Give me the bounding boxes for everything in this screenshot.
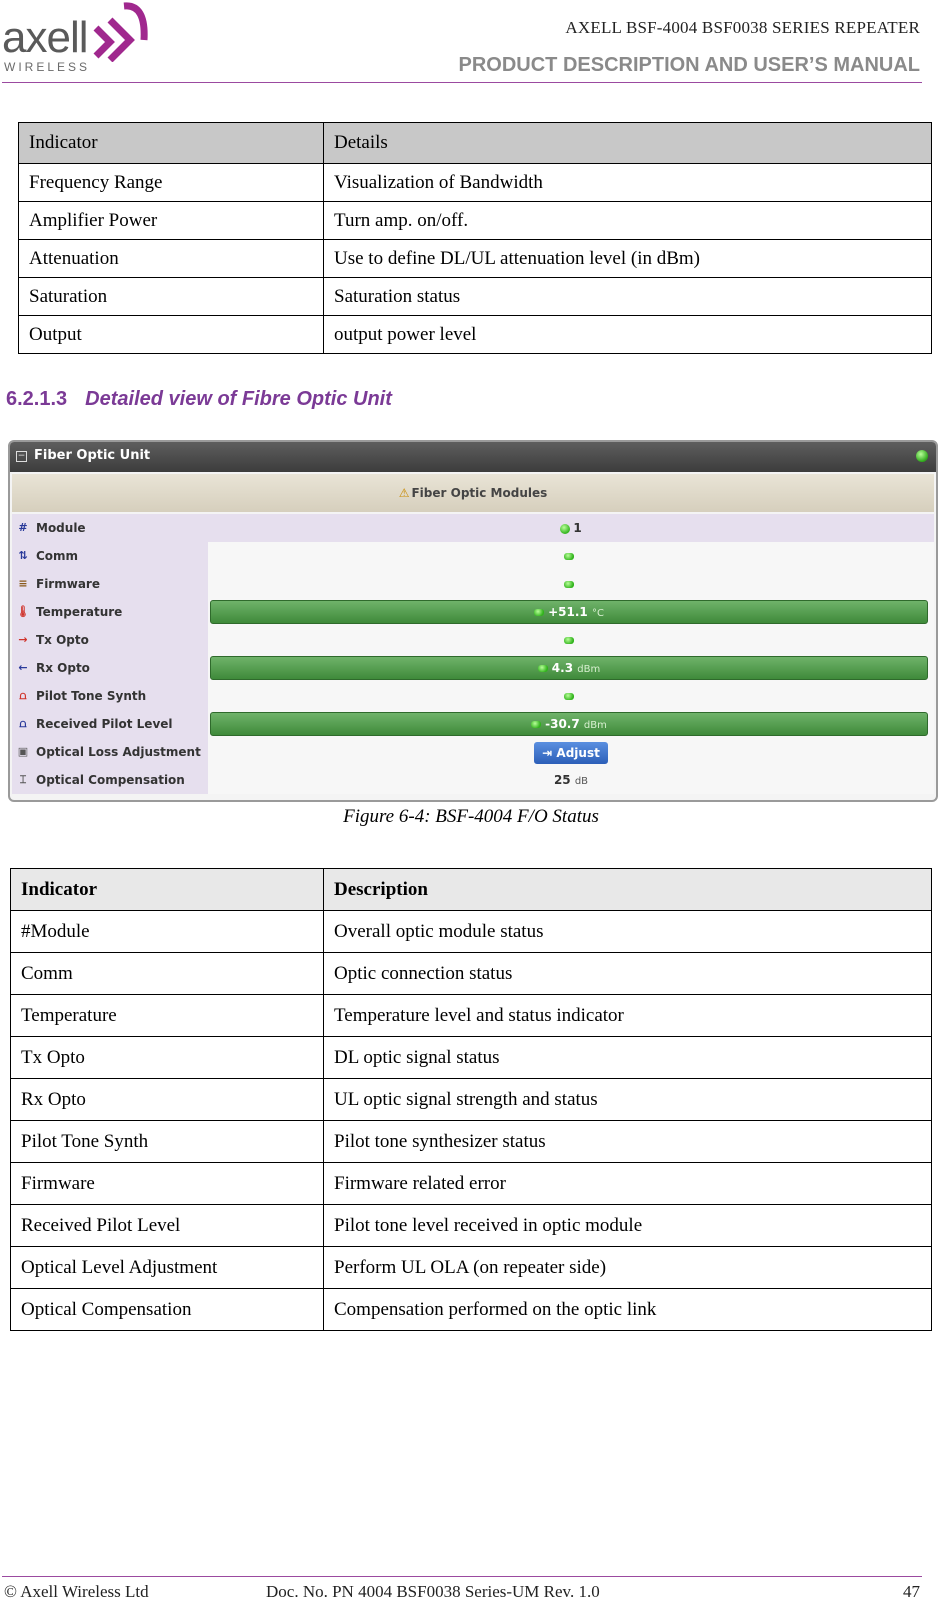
value-unit: dBm [583,720,607,731]
panel-row-pilot-tone-synth [12,682,934,710]
table-cell: Saturation [19,278,324,316]
table-cell: Pilot Tone Synth [11,1121,324,1163]
table-cell: Firmware related error [324,1163,932,1205]
table-cell: Output [19,316,324,354]
rx-arrow-icon: ← [18,661,28,674]
status-led-icon [916,450,928,462]
table-header-row [11,869,932,911]
table-header-row [19,123,932,164]
adjust-icon: ▣ [17,745,29,758]
table-cell: Optical Level Adjustment [11,1247,324,1289]
row-value [208,738,934,766]
document-title: AXELL BSF-4004 BSF0038 SERIES REPEATER [565,18,920,37]
table-cell: Perform UL OLA (on repeater side) [324,1247,932,1289]
figure-caption: Figure 6-4: BSF-4004 F/O Status [343,806,599,827]
logo-chevron-icon [90,0,150,62]
value-unit: °C [591,608,604,619]
value-unit: dBm [577,664,601,675]
table-row [11,1121,932,1163]
table-row [11,1037,932,1079]
logo-word: axell [2,13,88,62]
fiber-optic-unit-panel [8,440,938,802]
table-cell: Amplifier Power [19,202,324,240]
footer-doc-number: Doc. No. PN 4004 BSF0038 Series-UM Rev. 1.0 [266,1582,600,1601]
table-row [11,911,932,953]
section-title: Detailed view of Fibre Optic Unit [85,388,392,410]
row-value [208,514,934,542]
table-cell: #Module [11,911,324,953]
table-cell: Received Pilot Level [11,1205,324,1247]
table-row [19,240,932,278]
row-value [208,710,934,738]
table-cell: Frequency Range [19,164,324,202]
panel-row-module [12,514,934,542]
compensation-icon: ⌶ [19,773,27,786]
row-label [12,766,208,794]
row-label [12,514,208,542]
warning-icon: ⚠ [398,486,410,500]
header-divider [2,82,922,83]
panel-row-tx-opto [12,626,934,654]
row-value [208,654,934,682]
table-cell: Saturation status [324,278,932,316]
label-text: Tx Opto [36,633,89,647]
row-label [12,626,208,654]
panel-row-comm [12,542,934,570]
table-cell: Pilot tone level received in optic module [324,1205,932,1247]
panel-row-rx-opto [12,654,934,682]
panel-row-optical-loss-adjustment [12,738,934,766]
table-row [19,316,932,354]
green-status-icon [564,553,574,560]
adjust-button-label: Adjust [556,745,600,760]
panel-row-received-pilot-level [12,710,934,738]
table-row [11,995,932,1037]
label-text: Rx Opto [36,661,90,675]
value-text: 25 [553,773,571,787]
table-cell: Rx Opto [11,1079,324,1121]
table-cell: Attenuation [19,240,324,278]
green-status-icon [564,581,574,588]
table-row [19,202,932,240]
header-cell: Indicator [19,123,324,164]
footer-divider [2,1576,922,1577]
table-cell: Compensation performed on the optic link [324,1289,932,1331]
row-value [208,570,934,598]
pilot-tone-icon: ⩍ [19,689,27,702]
indicator-details-table [18,122,932,354]
value-text: 4.3 [551,661,574,675]
table-cell: Pilot tone synthesizer status [324,1121,932,1163]
table-cell: Optical Compensation [11,1289,324,1331]
collapse-icon[interactable]: − [17,451,26,461]
footer-copyright: © Axell Wireless Ltd [4,1582,149,1601]
comm-icon: ⇅ [18,549,28,562]
label-text: Optical Compensation [36,773,185,787]
value-text: 1 [573,521,582,535]
label-text: Comm [36,549,79,563]
table-cell: Visualization of Bandwidth [324,164,932,202]
green-status-icon [560,524,570,534]
row-label [12,682,208,710]
table-cell: output power level [324,316,932,354]
thermometer-icon: 🌡 [16,605,30,618]
label-text: Received Pilot Level [36,717,173,731]
table-cell: DL optic signal status [324,1037,932,1079]
modules-header [12,474,934,512]
hash-icon: # [18,521,28,534]
row-value [208,626,934,654]
temperature-bar [210,600,928,624]
table-row [11,953,932,995]
label-text: Temperature [36,605,123,619]
table-cell: Tx Opto [11,1037,324,1079]
table-cell: Temperature [11,995,324,1037]
header-cell: Indicator [11,869,324,911]
table-row [11,1289,932,1331]
row-label [12,710,208,738]
panel-row-firmware [12,570,934,598]
label-text: Firmware [36,577,100,591]
green-status-icon [564,693,574,700]
row-value [208,598,934,626]
row-value [208,766,934,794]
table-row [11,1205,932,1247]
panel-row-optical-compensation [12,766,934,794]
label-text: Pilot Tone Synth [36,689,147,703]
label-text: Optical Loss Adjustment [36,745,201,759]
adjust-button[interactable]: ⇥ Adjust [534,742,608,764]
label-text: Module [36,521,86,535]
table-cell: Firmware [11,1163,324,1205]
table-cell: Overall optic module status [324,911,932,953]
green-status-icon [564,637,574,644]
panel-title-bar [10,442,936,472]
tx-arrow-icon: → [18,633,28,646]
row-label [12,654,208,682]
header-cell: Description [324,869,932,911]
table-cell: Optic connection status [324,953,932,995]
section-heading [6,388,392,411]
table-cell: Temperature level and status indicator [324,995,932,1037]
pilot-level-icon: ⩍ [19,717,27,730]
green-status-icon [534,609,544,616]
row-label [12,598,208,626]
table-cell: Comm [11,953,324,995]
section-number: 6.2.1.3 [6,388,68,410]
green-status-icon [538,665,548,672]
table-cell: Use to define DL/UL attenuation level (in dBm) [324,240,932,278]
table-row [11,1163,932,1205]
firmware-icon: ≡ [18,577,28,590]
table-cell: UL optic signal strength and status [324,1079,932,1121]
axell-logo [2,0,152,78]
document-subtitle: PRODUCT DESCRIPTION AND USER’S MANUAL [458,54,920,76]
panel-title: Fiber Optic Unit [34,448,151,463]
value-unit: dB [574,776,589,787]
table-row [11,1079,932,1121]
row-value [208,682,934,710]
page-number: 47 [903,1582,920,1601]
value-text: -30.7 [545,717,580,731]
logo-sub: WIRELESS [4,60,91,74]
rx-level-bar [210,656,928,680]
table-row [11,1247,932,1289]
row-label [12,738,208,766]
pilot-level-bar [210,712,928,736]
table-row [19,164,932,202]
indicator-description-table [10,868,932,1331]
row-label [12,542,208,570]
modules-label: Fiber Optic Modules [411,486,548,500]
panel-row-temperature [12,598,934,626]
table-cell: Turn amp. on/off. [324,202,932,240]
table-row [19,278,932,316]
green-status-icon [531,721,541,728]
value-text: +51.1 [548,605,588,619]
header-cell: Details [324,123,932,164]
row-label [12,570,208,598]
row-value [208,542,934,570]
